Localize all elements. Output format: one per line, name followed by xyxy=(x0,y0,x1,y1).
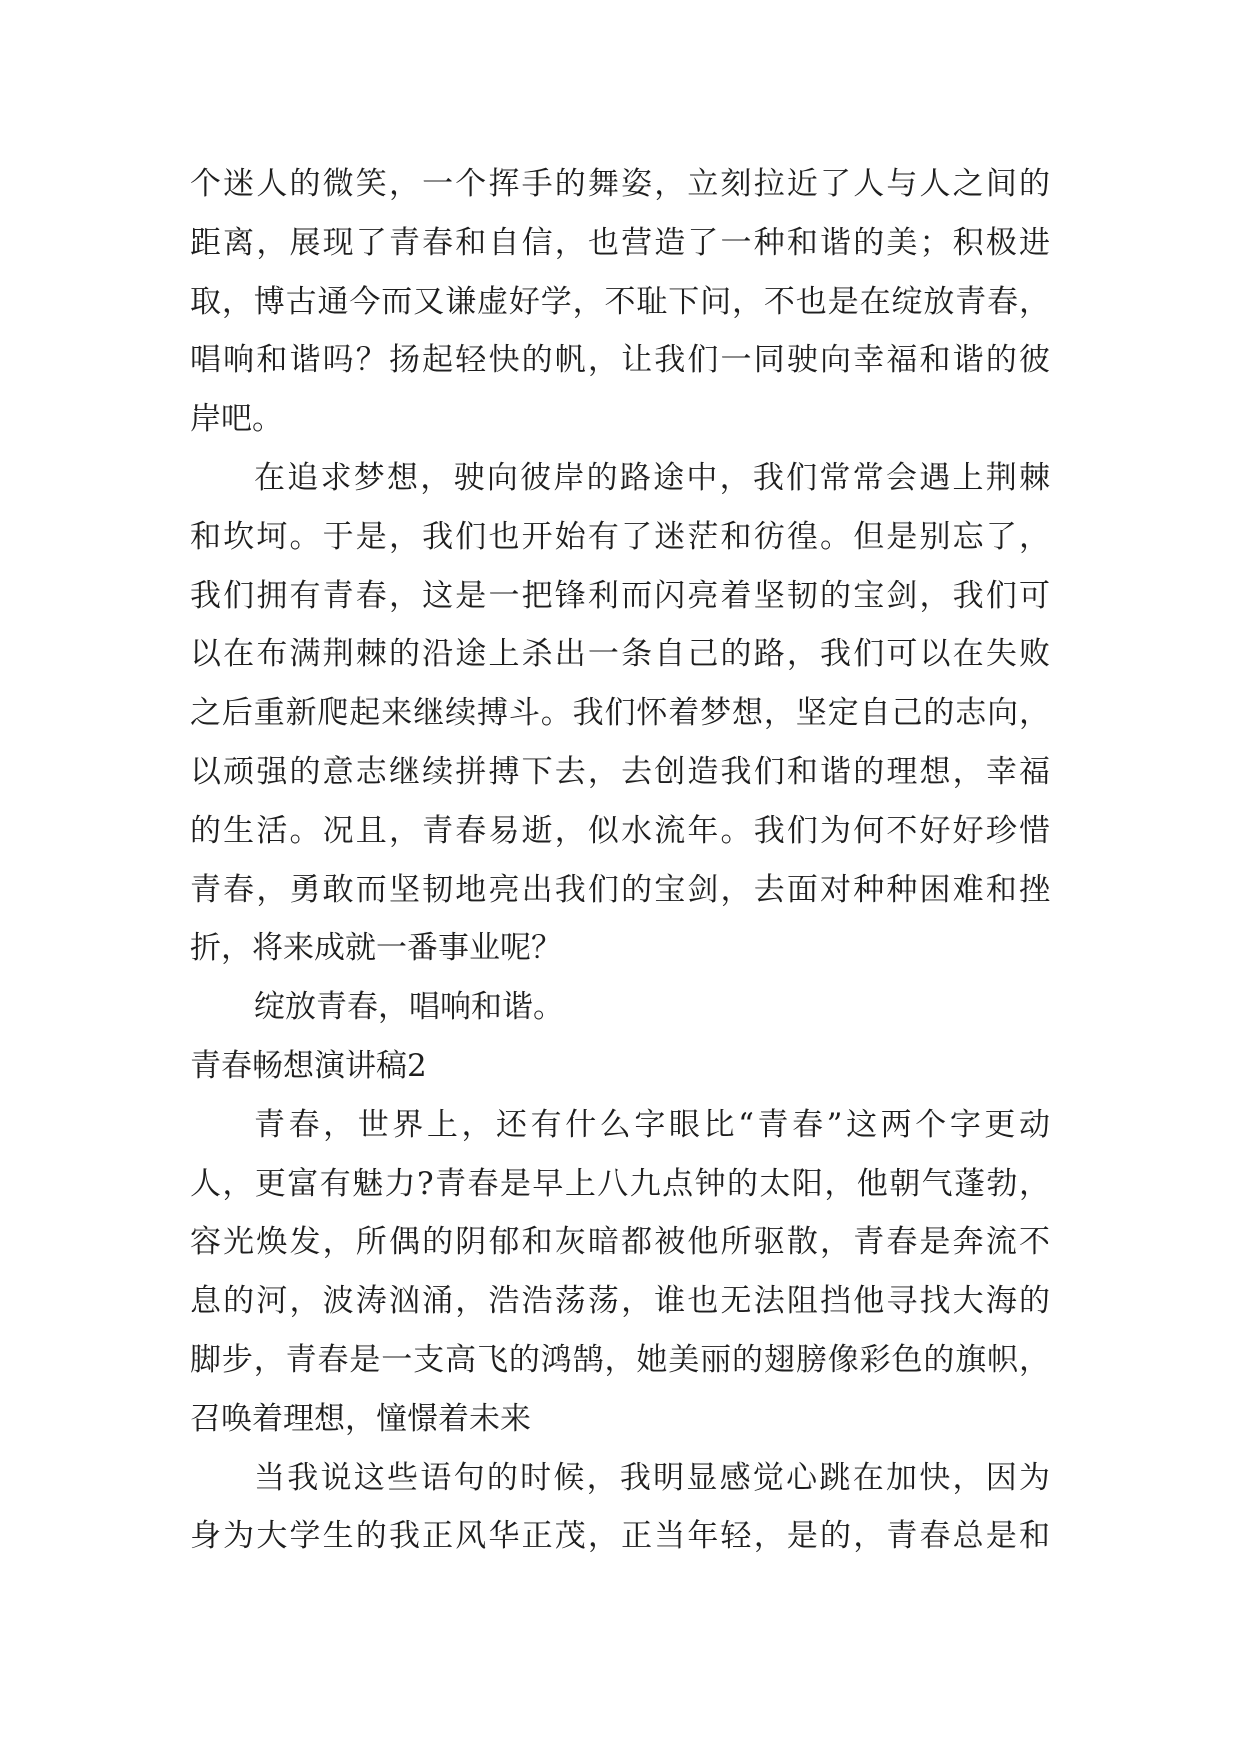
text-line: 以在布满荆棘的沿途上杀出一条自己的路，我们可以在失败 xyxy=(190,636,1050,673)
text-line: 在追求梦想，驶向彼岸的路途中，我们常常会遇上荆棘 xyxy=(254,459,1050,496)
text-line: 身为大学生的我正风华正茂，正当年轻，是的，青春总是和 xyxy=(190,1518,1050,1555)
text-line: 和坎坷。于是，我们也开始有了迷茫和彷徨。但是别忘了， xyxy=(190,518,1050,555)
text-line: 唱响和谐吗？扬起轻快的帆，让我们一同驶向幸福和谐的彼 xyxy=(190,342,1050,379)
document-page xyxy=(190,155,1050,1566)
text-line: 之后重新爬起来继续搏斗。我们怀着梦想，坚定自己的志向， xyxy=(190,695,1050,732)
text-line: 青春，世界上，还有什么字眼比“青春”这两个字更动 xyxy=(254,1106,1050,1143)
text-line: 息的河，波涛汹涌，浩浩荡荡，谁也无法阻挡他寻找大海的 xyxy=(190,1283,1050,1320)
text-line: 取，博古通今而又谦虚好学，不耻下问，不也是在绽放青春， xyxy=(190,283,1050,320)
section-heading: 青春畅想演讲稿2 xyxy=(190,1047,427,1084)
text-line: 个迷人的微笑，一个挥手的舞姿，立刻拉近了人与人之间的 xyxy=(190,166,1050,202)
text-line: 容光焕发，所偶的阴郁和灰暗都被他所驱散，青春是奔流不 xyxy=(190,1224,1050,1261)
text-line: 脚步，青春是一支高飞的鸿鹄，她美丽的翅膀像彩色的旗帜， xyxy=(190,1341,1050,1378)
text-line: 岸吧。 xyxy=(190,401,283,438)
text-line: 折，将来成就一番事业呢？ xyxy=(190,930,562,967)
text-line: 人，更富有魅力?青春是早上八九点钟的太阳，他朝气蓬勃， xyxy=(190,1165,1050,1202)
paragraph-1 xyxy=(190,155,1050,449)
paragraph-4 xyxy=(190,1096,1050,1449)
paragraph-5 xyxy=(190,1449,1050,1567)
text-line: 召唤着理想，憧憬着未来 xyxy=(190,1400,531,1437)
text-line: 当我说这些语句的时候，我明显感觉心跳在加快，因为 xyxy=(254,1459,1050,1496)
text-line: 我们拥有青春，这是一把锋利而闪亮着坚韧的宝剑，我们可 xyxy=(190,577,1050,614)
text-line: 距离，展现了青春和自信，也营造了一种和谐的美；积极进 xyxy=(190,224,1050,261)
text-line: 绽放青春，唱响和谐。 xyxy=(254,989,564,1026)
text-line: 的生活。况且，青春易逝，似水流年。我们为何不好好珍惜 xyxy=(190,812,1050,849)
paragraph-3 xyxy=(190,978,1050,1037)
text-line: 以顽强的意志继续拼搏下去，去创造我们和谐的理想，幸福 xyxy=(190,753,1050,790)
paragraph-2 xyxy=(190,449,1050,978)
text-line: 青春，勇敢而坚韧地亮出我们的宝剑，去面对种种困难和挫 xyxy=(190,871,1050,908)
